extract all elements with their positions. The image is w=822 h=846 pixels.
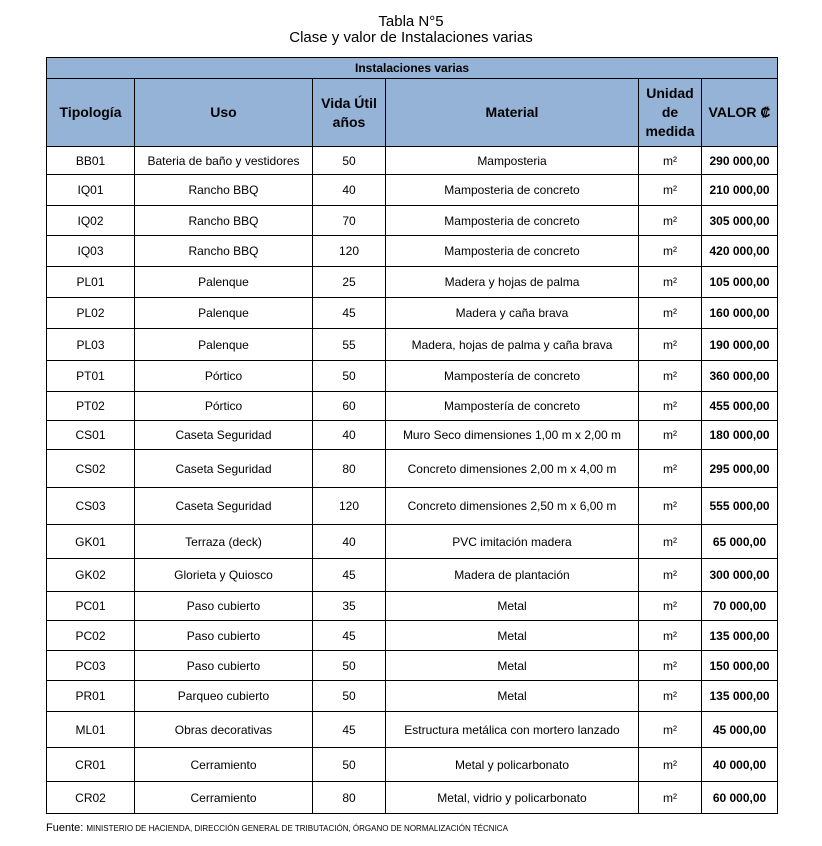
cell-unidad: m² [639, 782, 702, 814]
cell-vida-util: 45 [313, 621, 386, 651]
cell-valor: 290 000,00 [702, 147, 778, 175]
source-note [46, 822, 508, 834]
cell-uso: Paso cubierto [135, 592, 313, 621]
cell-valor: 555 000,00 [702, 488, 778, 525]
cell-tipologia: CS02 [47, 450, 135, 488]
cell-material: Metal, vidrio y policarbonato [386, 782, 639, 814]
cell-vida-util: 45 [313, 298, 386, 329]
table-row [47, 748, 778, 782]
table-row [47, 525, 778, 559]
cell-tipologia: PC02 [47, 621, 135, 651]
cell-material: Concreto dimensiones 2,50 m x 6,00 m [386, 488, 639, 525]
cell-uso: Parqueo cubierto [135, 681, 313, 712]
cell-material: Metal [386, 681, 639, 712]
cell-material: Estructura metálica con mortero lanzado [386, 712, 639, 748]
cell-uso: Rancho BBQ [135, 175, 313, 206]
cell-valor: 150 000,00 [702, 651, 778, 681]
cell-valor: 135 000,00 [702, 621, 778, 651]
cell-material: Mamposteria de concreto [386, 175, 639, 206]
cell-unidad: m² [639, 621, 702, 651]
cell-valor: 360 000,00 [702, 361, 778, 392]
cell-tipologia: CR01 [47, 748, 135, 782]
table-row [47, 147, 778, 175]
header-unidad-line2: de [661, 104, 679, 120]
cell-uso: Pórtico [135, 392, 313, 421]
table-row [47, 236, 778, 267]
cell-unidad: m² [639, 392, 702, 421]
cell-unidad: m² [639, 147, 702, 175]
header-vida-line2: años [332, 113, 366, 130]
cell-tipologia: PR01 [47, 681, 135, 712]
cell-unidad: m² [639, 236, 702, 267]
table-number: Tabla N°5 [378, 13, 444, 30]
table-caption [0, 14, 822, 46]
cell-valor: 455 000,00 [702, 392, 778, 421]
table-row [47, 782, 778, 814]
cell-vida-util: 50 [313, 651, 386, 681]
cell-uso: Terraza (deck) [135, 525, 313, 559]
table-title: Clase y valor de Instalaciones varias [289, 29, 533, 46]
cell-uso: Caseta Seguridad [135, 488, 313, 525]
cell-unidad: m² [639, 175, 702, 206]
cell-tipologia: PL03 [47, 329, 135, 361]
cell-tipologia: IQ01 [47, 175, 135, 206]
cell-valor: 60 000,00 [702, 782, 778, 814]
cell-valor: 305 000,00 [702, 206, 778, 236]
cell-uso: Bateria de baño y vestidores [135, 147, 313, 175]
cell-valor: 160 000,00 [702, 298, 778, 329]
installations-table [46, 57, 778, 814]
table-row [47, 651, 778, 681]
cell-material: Concreto dimensiones 2,00 m x 4,00 m [386, 450, 639, 488]
cell-material: Muro Seco dimensiones 1,00 m x 2,00 m [386, 421, 639, 450]
cell-unidad: m² [639, 681, 702, 712]
table-row [47, 392, 778, 421]
header-unidad-line1: Unidad [646, 85, 694, 101]
table-row [47, 488, 778, 525]
source-org: MINISTERIO DE HACIENDA, DIRECCIÓN GENERAL DE TRIBUTACIÓN, ÓRGANO DE NORMALIZACIÓN TÉCNICA [86, 824, 508, 833]
table-row [47, 621, 778, 651]
cell-uso: Palenque [135, 329, 313, 361]
header-unidad [639, 79, 702, 147]
cell-material: Mamposteria de concreto [386, 236, 639, 267]
table-row [47, 175, 778, 206]
cell-tipologia: CS01 [47, 421, 135, 450]
header-uso: Uso [135, 79, 313, 147]
table-row [47, 361, 778, 392]
cell-unidad: m² [639, 488, 702, 525]
cell-vida-util: 45 [313, 712, 386, 748]
header-vida-line1: Vida Útil [321, 94, 377, 111]
cell-valor: 180 000,00 [702, 421, 778, 450]
cell-material: Metal [386, 592, 639, 621]
cell-unidad: m² [639, 421, 702, 450]
cell-tipologia: GK02 [47, 559, 135, 592]
table-row [47, 329, 778, 361]
table-row [47, 712, 778, 748]
cell-vida-util: 70 [313, 206, 386, 236]
cell-vida-util: 35 [313, 592, 386, 621]
cell-vida-util: 80 [313, 782, 386, 814]
cell-vida-util: 120 [313, 488, 386, 525]
table-row [47, 559, 778, 592]
cell-material: Madera y caña brava [386, 298, 639, 329]
table-row [47, 206, 778, 236]
cell-valor: 300 000,00 [702, 559, 778, 592]
cell-uso: Palenque [135, 298, 313, 329]
cell-vida-util: 50 [313, 361, 386, 392]
cell-vida-util: 40 [313, 175, 386, 206]
table-row [47, 592, 778, 621]
cell-unidad: m² [639, 361, 702, 392]
cell-material: Metal y policarbonato [386, 748, 639, 782]
cell-valor: 105 000,00 [702, 267, 778, 298]
cell-unidad: m² [639, 206, 702, 236]
cell-uso: Paso cubierto [135, 621, 313, 651]
header-tipologia: Tipología [47, 79, 135, 147]
cell-tipologia: BB01 [47, 147, 135, 175]
cell-unidad: m² [639, 450, 702, 488]
cell-unidad: m² [639, 329, 702, 361]
cell-vida-util: 25 [313, 267, 386, 298]
cell-valor: 70 000,00 [702, 592, 778, 621]
cell-tipologia: CR02 [47, 782, 135, 814]
header-material: Material [386, 79, 639, 147]
cell-unidad: m² [639, 712, 702, 748]
cell-uso: Caseta Seguridad [135, 421, 313, 450]
cell-material: PVC imitación madera [386, 525, 639, 559]
cell-tipologia: IQ03 [47, 236, 135, 267]
cell-material: Madera y hojas de palma [386, 267, 639, 298]
cell-valor: 420 000,00 [702, 236, 778, 267]
cell-tipologia: PT02 [47, 392, 135, 421]
source-label: Fuente: [46, 822, 84, 834]
cell-uso: Rancho BBQ [135, 206, 313, 236]
table-row [47, 421, 778, 450]
cell-material: Madera de plantación [386, 559, 639, 592]
cell-vida-util: 50 [313, 748, 386, 782]
cell-valor: 295 000,00 [702, 450, 778, 488]
cell-valor: 40 000,00 [702, 748, 778, 782]
cell-uso: Paso cubierto [135, 651, 313, 681]
cell-vida-util: 120 [313, 236, 386, 267]
cell-material: Madera, hojas de palma y caña brava [386, 329, 639, 361]
cell-vida-util: 80 [313, 450, 386, 488]
cell-vida-util: 40 [313, 421, 386, 450]
header-unidad-line3: medida [645, 123, 695, 139]
cell-tipologia: PL01 [47, 267, 135, 298]
cell-valor: 190 000,00 [702, 329, 778, 361]
cell-vida-util: 55 [313, 329, 386, 361]
cell-unidad: m² [639, 298, 702, 329]
cell-tipologia: PT01 [47, 361, 135, 392]
cell-uso: Cerramiento [135, 748, 313, 782]
cell-uso: Glorieta y Quiosco [135, 559, 313, 592]
table-row [47, 681, 778, 712]
cell-material: Mamposteria de concreto [386, 206, 639, 236]
table-row [47, 267, 778, 298]
cell-valor: 210 000,00 [702, 175, 778, 206]
cell-valor: 135 000,00 [702, 681, 778, 712]
cell-material: Mampostería de concreto [386, 392, 639, 421]
cell-vida-util: 45 [313, 559, 386, 592]
cell-uso: Rancho BBQ [135, 236, 313, 267]
cell-unidad: m² [639, 748, 702, 782]
cell-material: Metal [386, 651, 639, 681]
table-row [47, 450, 778, 488]
cell-unidad: m² [639, 267, 702, 298]
cell-tipologia: ML01 [47, 712, 135, 748]
cell-valor: 65 000,00 [702, 525, 778, 559]
cell-tipologia: PC01 [47, 592, 135, 621]
cell-tipologia: GK01 [47, 525, 135, 559]
table-banner: Instalaciones varias [47, 58, 778, 79]
cell-uso: Cerramiento [135, 782, 313, 814]
cell-unidad: m² [639, 651, 702, 681]
cell-uso: Caseta Seguridad [135, 450, 313, 488]
cell-uso: Pórtico [135, 361, 313, 392]
cell-vida-util: 40 [313, 525, 386, 559]
table-row [47, 298, 778, 329]
cell-material: Mamposteria [386, 147, 639, 175]
cell-tipologia: CS03 [47, 488, 135, 525]
cell-vida-util: 50 [313, 147, 386, 175]
cell-vida-util: 60 [313, 392, 386, 421]
cell-material: Metal [386, 621, 639, 651]
cell-uso: Palenque [135, 267, 313, 298]
cell-tipologia: PC03 [47, 651, 135, 681]
cell-unidad: m² [639, 592, 702, 621]
cell-tipologia: PL02 [47, 298, 135, 329]
cell-tipologia: IQ02 [47, 206, 135, 236]
cell-unidad: m² [639, 559, 702, 592]
header-valor: VALOR ₡ [702, 79, 778, 147]
cell-valor: 45 000,00 [702, 712, 778, 748]
cell-vida-util: 50 [313, 681, 386, 712]
cell-unidad: m² [639, 525, 702, 559]
header-vida-util [313, 79, 386, 147]
cell-material: Mampostería de concreto [386, 361, 639, 392]
cell-uso: Obras decorativas [135, 712, 313, 748]
